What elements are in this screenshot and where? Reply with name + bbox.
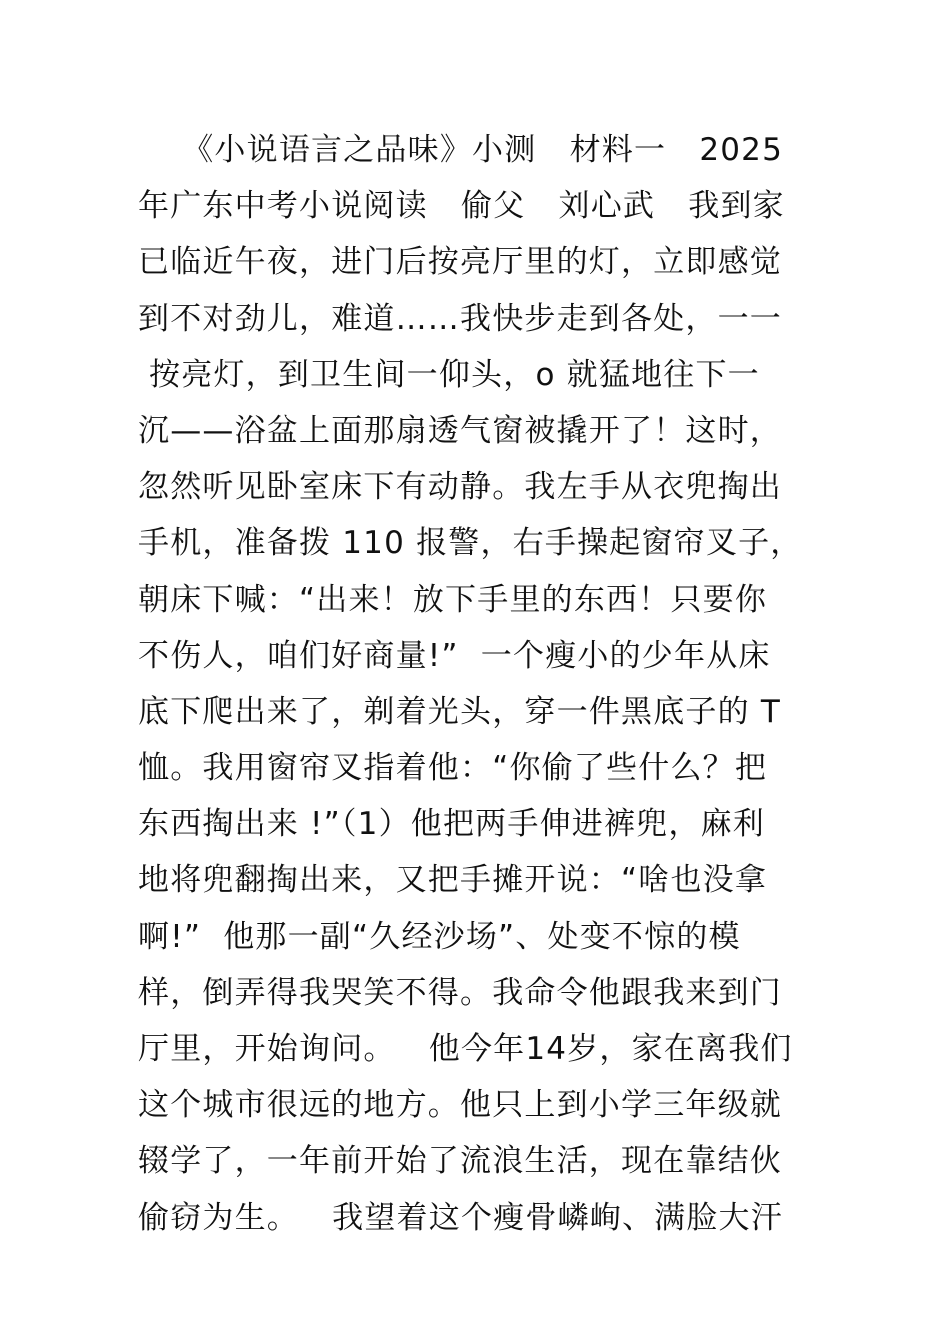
text-line: 到不对劲儿，难道……我快步走到各处，一一 [138, 300, 782, 337]
text-line: 样，倒弄得我哭笑不得。我命令他跟我来到门 [138, 974, 782, 1011]
text-line: 年广东中考小说阅读 偷父 刘心武 我到家 [138, 188, 785, 225]
text-line: 恤。我用窗帘叉指着他：“你偷了些什么？把 [138, 750, 768, 787]
text-line: 手机，准备拨 110 报警，右手操起窗帘叉子， [138, 525, 803, 562]
text-line: 辍学了，一年前开始了流浪生活，现在靠结伙 [138, 1143, 782, 1180]
text-line: 东西掏出来 !”（1）他把两手伸进裤兜，麻利 [138, 806, 765, 843]
text-line: 不伤人，咱们好商量!” 一个瘦小的少年从床 [138, 637, 771, 674]
text-line: 已临近午夜，进门后按亮厅里的灯，立即感觉 [138, 244, 782, 281]
text-line: 《小说语言之品味》小测 材料一 2025 [138, 132, 784, 168]
text-line: 沉——浴盆上面那扇透气窗被撬开了！这时， [138, 412, 782, 449]
body-text [138, 122, 818, 1246]
text-line: 这个城市很远的地方。他只上到小学三年级就 [138, 1087, 782, 1124]
text-line: 偷窃为生。 我望着这个瘦骨嶙峋、满脸大汗 [138, 1199, 783, 1236]
text-line: 忽然听见卧室床下有动静。我左手从衣兜掏出 [138, 469, 782, 506]
text-line: 按亮灯，到卫生间一仰头，o 就猛地往下一 [138, 356, 760, 393]
text-line: 厅里，开始询问。 他今年14岁，家在离我们 [138, 1031, 793, 1067]
text-line: 地将兜翻掏出来，又把手摊开说：“啥也没拿 [138, 862, 768, 899]
text-line: 朝床下喊：“出来！放下手里的东西！只要你 [138, 581, 768, 618]
text-line: 底下爬出来了，剃着光头，穿一件黑底子的 T [138, 693, 781, 730]
text-line: 啊!” 他那一副“久经沙场”、处变不惊的模 [138, 918, 741, 955]
